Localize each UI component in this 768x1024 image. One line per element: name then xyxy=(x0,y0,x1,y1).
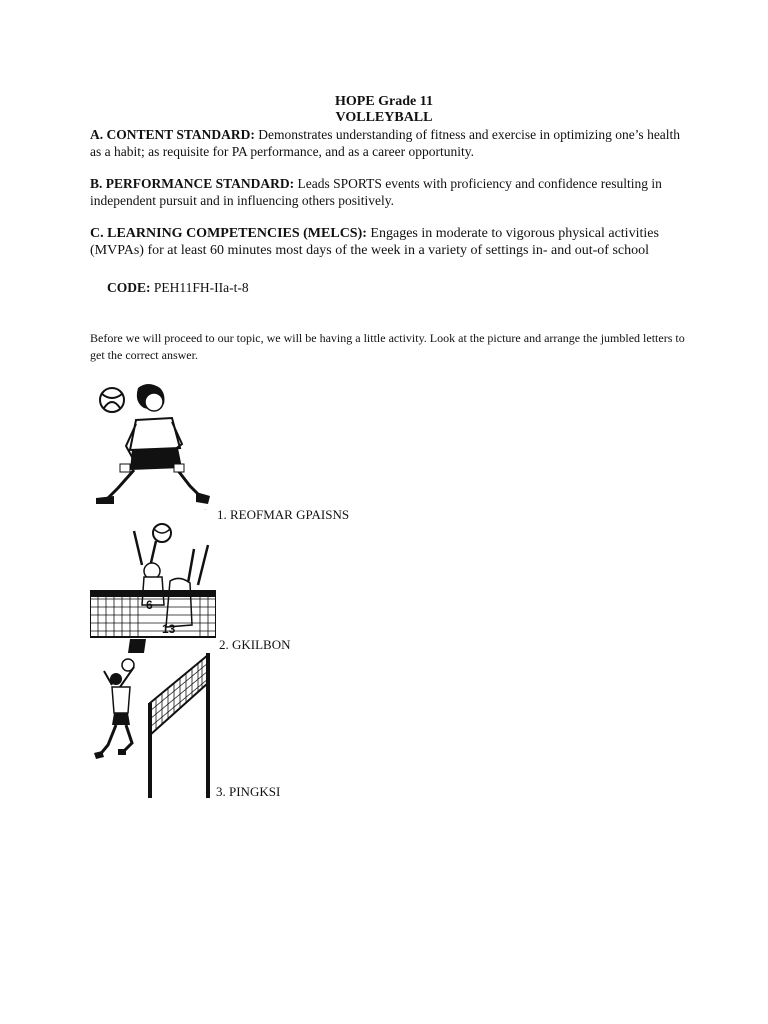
document-subtitle: VOLLEYBALL xyxy=(335,110,433,125)
content-standard-text: Demonstrates understanding of fitness and exercise in optimizing one’s health as a habit; as requisite for PA performance, and as a career opportunity. xyxy=(90,127,681,159)
spike-jump-illustration xyxy=(90,653,216,798)
content-standard xyxy=(90,126,690,160)
jersey-number-13: 13 xyxy=(162,622,176,636)
performance-standard xyxy=(90,175,690,209)
activity-item-1-caption: 1. REOFMAR GPAISNS xyxy=(217,507,350,522)
learning-competencies-text: Engages in moderate to vigorous physical activities (MVPAs) for at least 60 minutes most days of the week in a variety of settings in- and out-of school xyxy=(90,226,659,258)
code-value: PEH11FH-IIa-t-8 xyxy=(153,280,249,295)
performance-standard-label: B. PERFORMANCE STANDARD: xyxy=(90,176,295,191)
jersey-number-6: 6 xyxy=(146,598,153,612)
forearm-pass-illustration xyxy=(90,380,216,514)
activity-intro: Before we will proceed to our topic, we will be having a little activity. Look at the picture and arrange the jumbled letters to get the correct answer. xyxy=(90,331,685,362)
document-title: HOPE Grade 11 xyxy=(335,94,433,109)
learning-competencies-label: C. LEARNING COMPETENCIES (MELCS): xyxy=(90,226,367,241)
activity-item-3-caption: 3. PINGKSI xyxy=(216,784,281,799)
learning-competencies xyxy=(90,225,690,259)
block-at-net-illustration xyxy=(90,521,216,653)
performance-standard-text: Leads SPORTS events with proficiency and confidence resulting in independent pursuit and in influencing others positively. xyxy=(90,176,662,208)
code-label: CODE: xyxy=(107,280,151,295)
code-line xyxy=(107,279,249,296)
content-standard-label: A. CONTENT STANDARD: xyxy=(90,127,255,142)
svg-text:..: .. xyxy=(204,506,207,512)
activity-item-2-caption: 2. GKILBON xyxy=(219,637,291,652)
